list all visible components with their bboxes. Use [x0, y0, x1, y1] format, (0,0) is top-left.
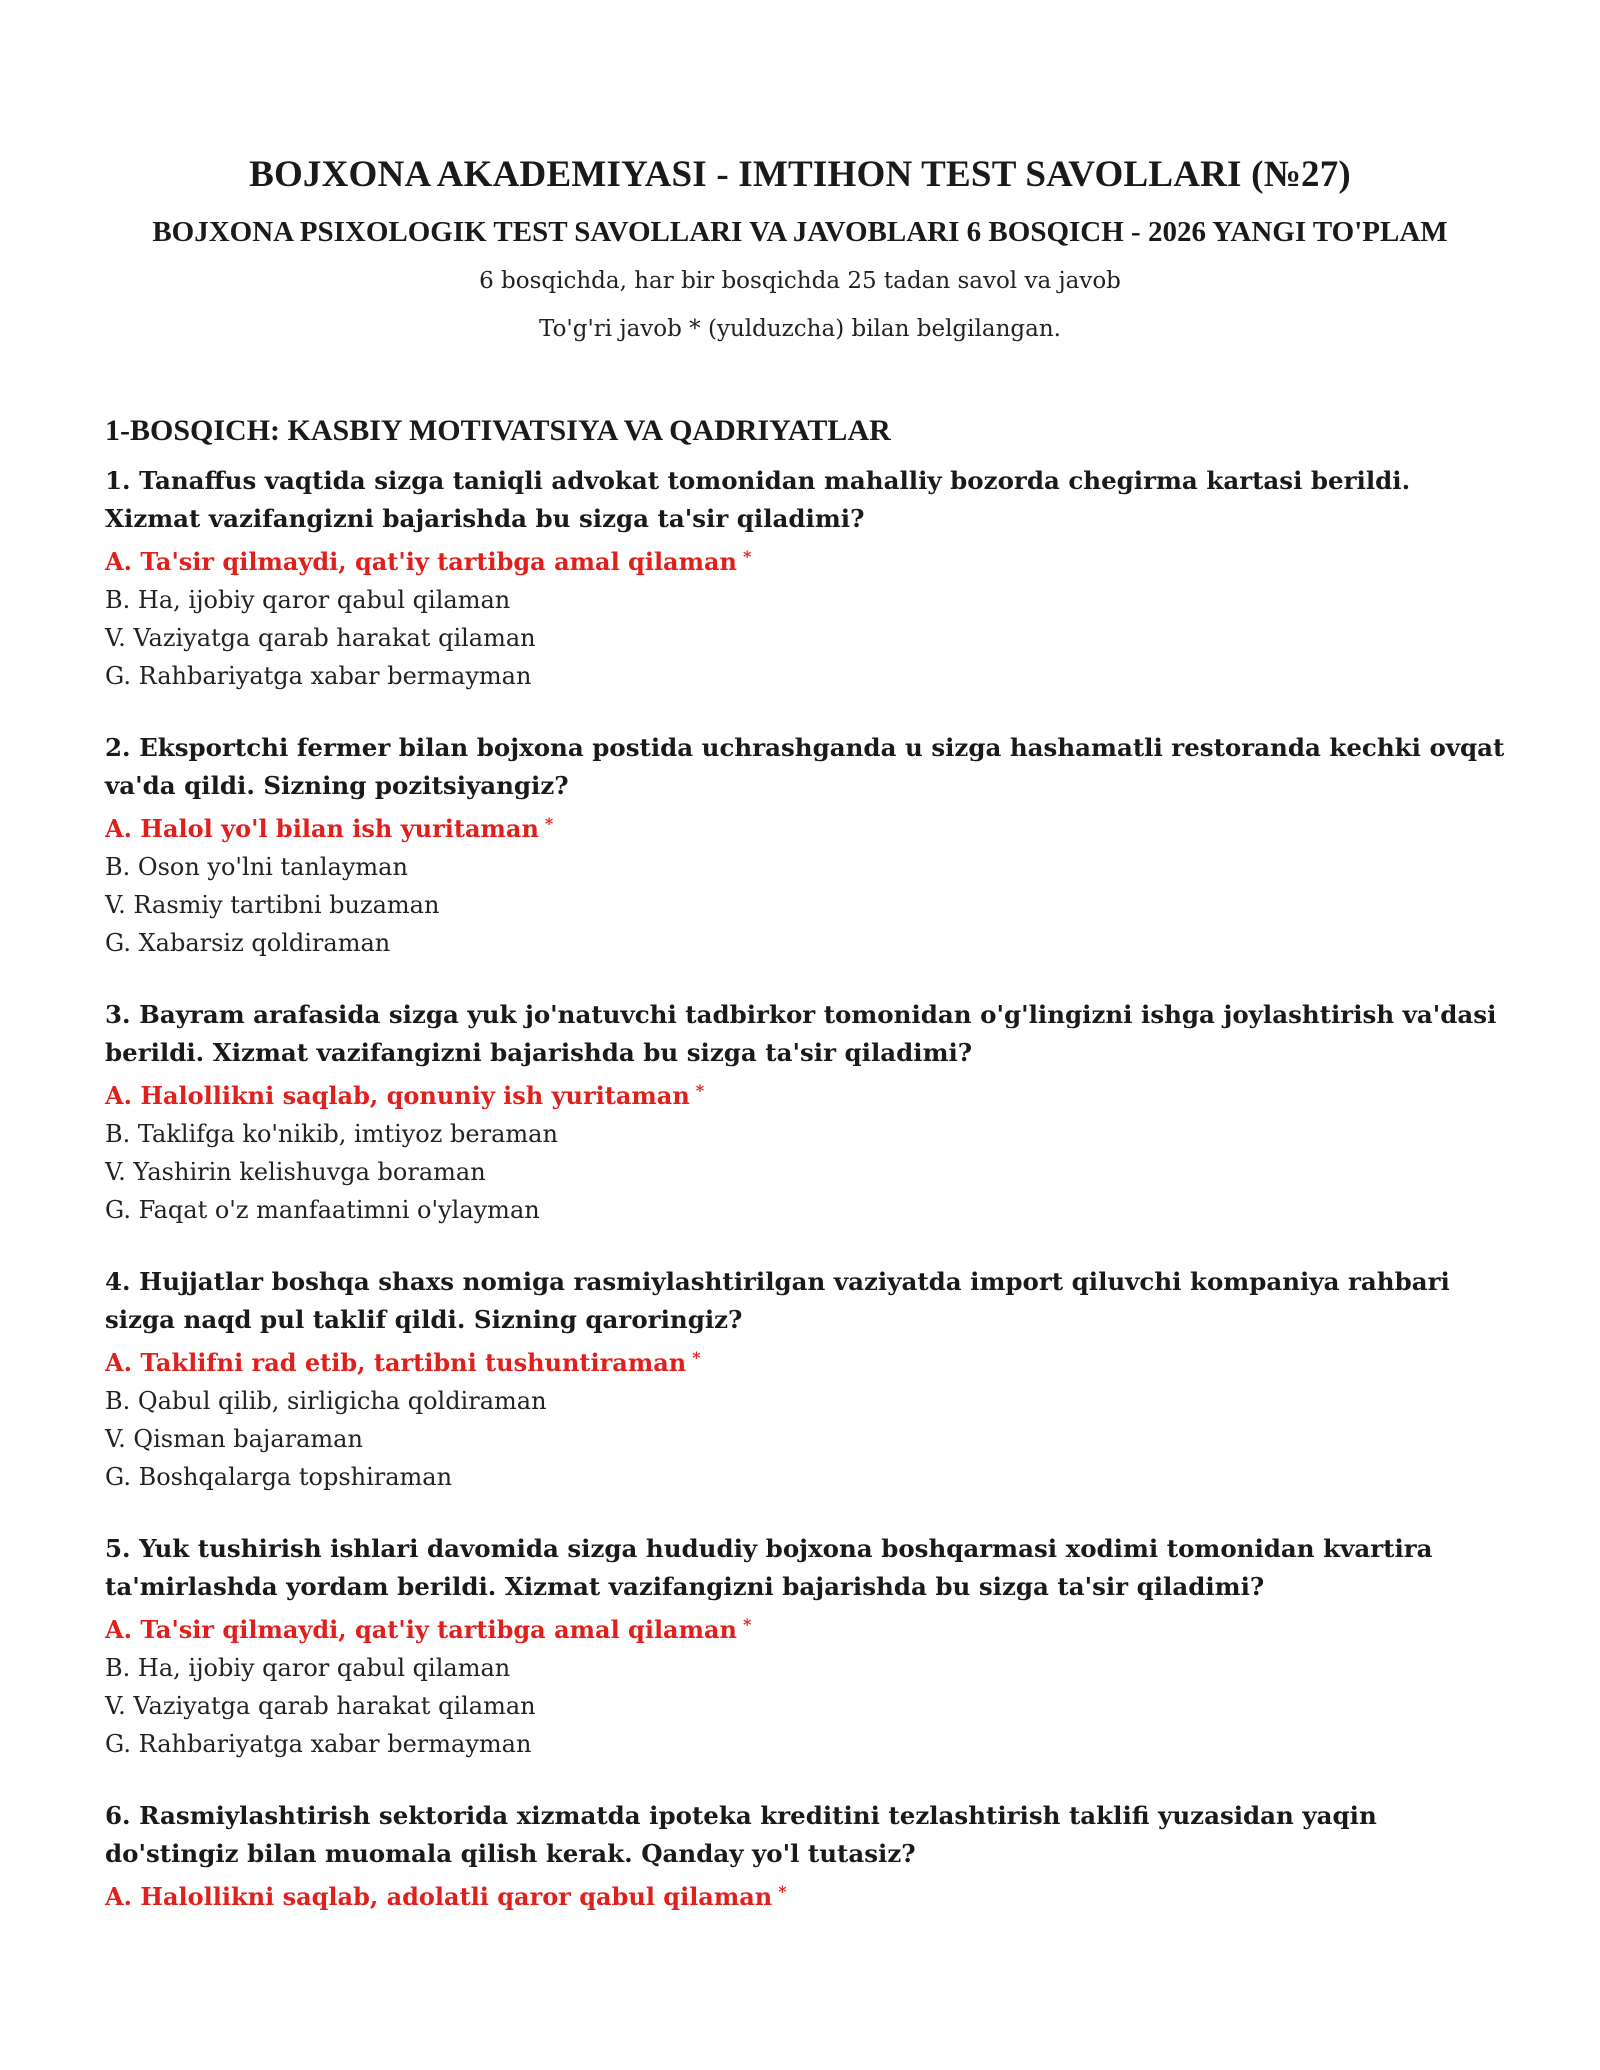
intro-text-stages: 6 bosqichda, har bir bosqichda 25 tadan savol va javob — [479, 268, 1121, 294]
correct-answer-option — [105, 1072, 1505, 1115]
document-subtitle: BOJXONA PSIXOLOGIK TEST SAVOLLARI VA JAVOBLARI 6 BOSQICH - 2026 YANGI TO'PLAM — [152, 216, 1448, 248]
question-item — [105, 1797, 1505, 1916]
answer-option: B. Qabul qilib, sirligicha qoldiraman — [105, 1387, 547, 1415]
answer-option: V. Rasmiy tartibni buzaman — [105, 891, 440, 919]
stage-heading: 1-BOSQICH: KASBIY MOTIVATSIYA VA QADRIYATLAR — [105, 414, 891, 447]
document-title: BOJXONA AKADEMIYASI - IMTIHON TEST SAVOLLARI (№27) — [249, 154, 1351, 195]
correct-answer-text: A. Ta'sir qilmaydi, qat'iy tartibga amal qilaman — [105, 1615, 738, 1644]
correct-answer-option — [105, 1606, 1505, 1649]
question-item — [105, 996, 1505, 1229]
answer-option: G. Rahbariyatga xabar bermayman — [105, 1730, 532, 1758]
asterisk-marker: * — [692, 1348, 701, 1367]
correct-answer-text: A. Ta'sir qilmaydi, qat'iy tartibga amal qilaman — [105, 547, 738, 576]
answer-option: G. Xabarsiz qoldiraman — [105, 929, 391, 957]
answer-option: B. Oson yo'lni tanlayman — [105, 853, 408, 881]
correct-answer-text: A. Halollikni saqlab, adolatli qaror qabul qilaman — [105, 1882, 773, 1911]
correct-answer-option — [105, 805, 1505, 848]
question-item — [105, 1263, 1505, 1496]
correct-answer-text: A. Taklifni rad etib, tartibni tushuntiraman — [105, 1348, 687, 1377]
answer-option: B. Ha, ijobiy qaror qabul qilaman — [105, 586, 511, 614]
question-text: 1. Tanaffus vaqtida sizga taniqli advokat tomonidan mahalliy bozorda chegirma kartasi berildi. Xizmat vazifangizni bajarishda bu sizga ta'sir qiladimi? — [105, 466, 1411, 533]
document-content — [105, 410, 1505, 1950]
question-item — [105, 1530, 1505, 1763]
correct-answer-option — [105, 538, 1505, 581]
question-text: 3. Bayram arafasida sizga yuk jo'natuvchi tadbirkor tomonidan o'g'lingizni ishga joylashtirish va'dasi berildi. Xizmat vazifangizni bajarishda bu sizga ta'sir qiladimi? — [105, 1000, 1497, 1067]
correct-answer-text: A. Halol yo'l bilan ish yuritaman — [105, 814, 539, 843]
question-text: 5. Yuk tushirish ishlari davomida sizga hududiy bojxona boshqarmasi xodimi tomonidan kvartira ta'mirlashda yordam berildi. Xizmat vazifangizni bajarishda bu sizga ta'sir qiladimi? — [105, 1534, 1433, 1601]
question-text: 2. Eksportchi fermer bilan bojxona postida uchrashganda u sizga hashamatli restoranda kechki ovqat va'da qildi. Sizning pozitsiyangiz? — [105, 733, 1505, 800]
answer-option: V. Yashirin kelishuvga boraman — [105, 1158, 486, 1186]
answer-option: V. Qisman bajaraman — [105, 1425, 363, 1453]
asterisk-marker: * — [695, 1081, 705, 1100]
asterisk-marker: * — [743, 547, 752, 566]
asterisk-marker: * — [778, 1882, 787, 1901]
asterisk-marker: * — [743, 1615, 752, 1634]
correct-answer-option — [105, 1873, 1505, 1916]
answer-option: V. Vaziyatga qarab harakat qilaman — [105, 624, 536, 652]
answer-option: G. Rahbariyatga xabar bermayman — [105, 662, 532, 690]
answer-option: G. Boshqalarga topshiraman — [105, 1463, 453, 1491]
correct-answer-text: A. Halollikni saqlab, qonuniy ish yuritaman — [105, 1081, 690, 1110]
question-text: 4. Hujjatlar boshqa shaxs nomiga rasmiylashtirilgan vaziyatda import qiluvchi kompaniya rahbari sizga naqd pul taklif qildi. Sizning qaroringiz? — [105, 1267, 1450, 1334]
asterisk-marker: * — [544, 814, 554, 833]
intro-text-marker-note: To'g'ri javob * (yulduzcha) bilan belgilangan. — [539, 316, 1061, 342]
document-header — [0, 150, 1600, 346]
answer-option: G. Faqat o'z manfaatimni o'ylayman — [105, 1196, 540, 1224]
answer-option: B. Ha, ijobiy qaror qabul qilaman — [105, 1654, 511, 1682]
question-item — [105, 729, 1505, 962]
question-item — [105, 462, 1505, 695]
answer-option: V. Vaziyatga qarab harakat qilaman — [105, 1692, 536, 1720]
correct-answer-option — [105, 1339, 1505, 1382]
question-text: 6. Rasmiylashtirish sektorida xizmatda ipoteka kreditini tezlashtirish taklifi yuzasidan yaqin do'stingiz bilan muomala qilish kerak. Qanday yo'l tutasiz? — [105, 1801, 1377, 1868]
answer-option: B. Taklifga ko'nikib, imtiyoz beraman — [105, 1120, 558, 1148]
